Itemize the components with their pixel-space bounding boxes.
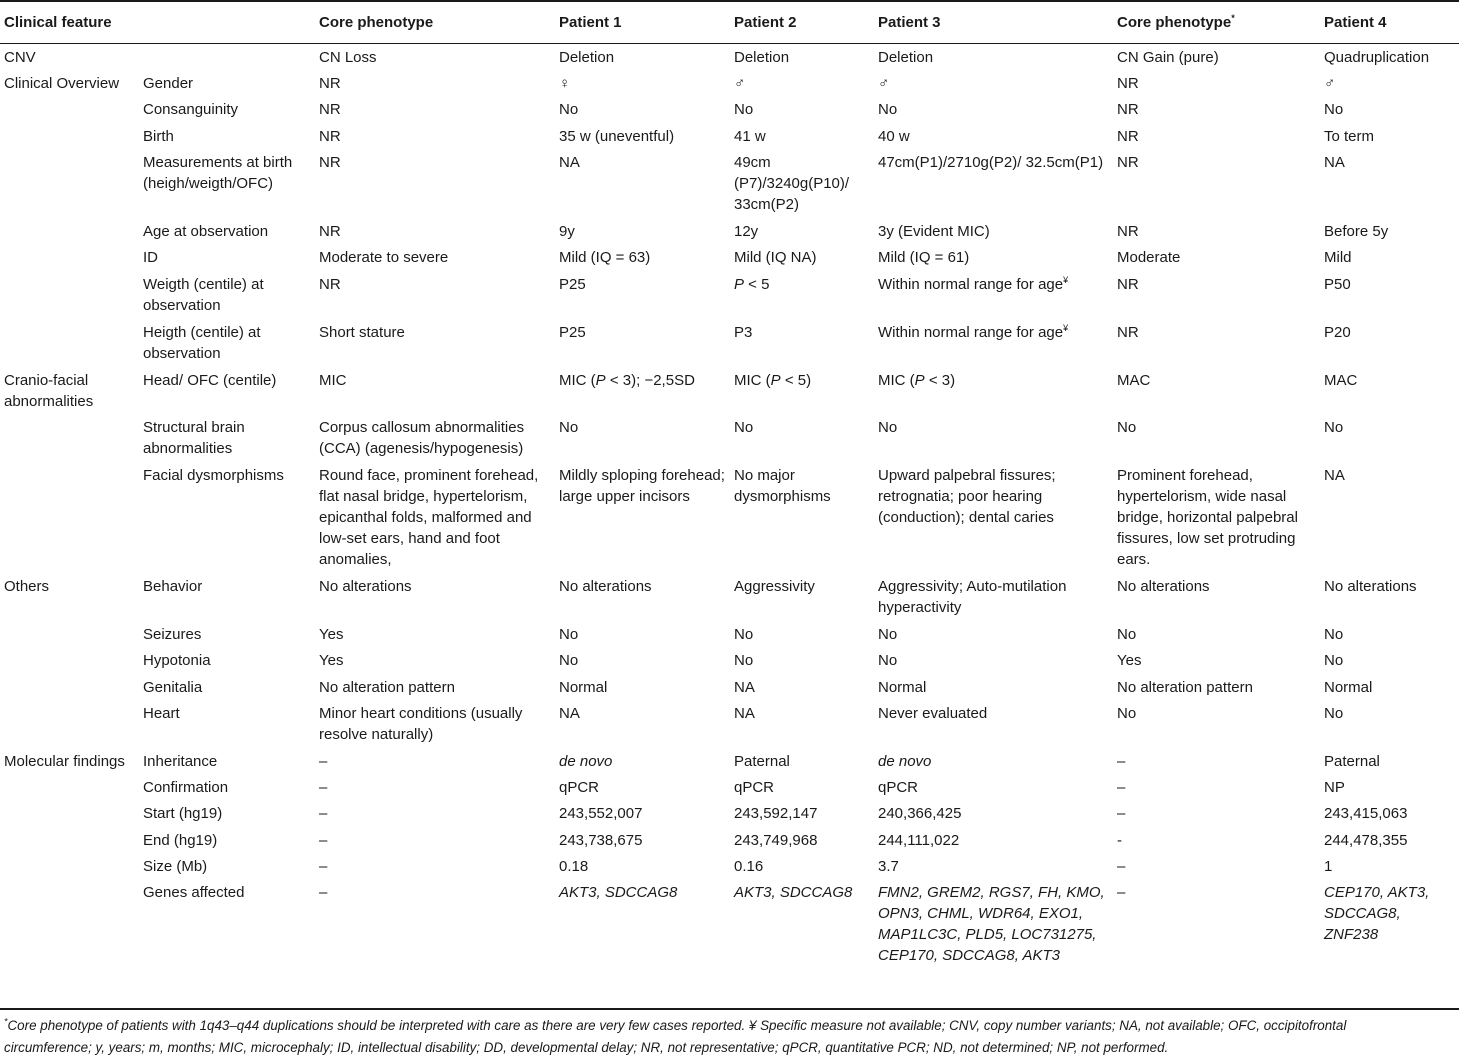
table-cell: 0.16 — [734, 858, 764, 875]
row-feature-label: Genitalia — [143, 679, 203, 696]
row-feature-label: Weigth (centile) at observation — [143, 276, 264, 314]
table-row — [0, 69, 1459, 95]
table-cell: NR — [1117, 276, 1139, 293]
row-feature-label: End (hg19) — [143, 832, 218, 849]
table-cell: – — [1117, 858, 1126, 875]
table-cell: NA — [734, 705, 755, 722]
table-cell: NR — [1117, 101, 1139, 118]
table-row — [0, 148, 1459, 217]
table-cell: 12y — [734, 223, 759, 240]
row-group-label — [0, 673, 143, 699]
table-cell: No alteration pattern — [319, 679, 455, 696]
row-group-label — [0, 413, 143, 461]
row-group-label — [0, 852, 143, 878]
table-cell: 49cm (P7)/3240g(P10)/ 33cm(P2) — [734, 154, 850, 213]
table-cell: No — [559, 419, 579, 436]
row-feature-label: Hypotonia — [143, 652, 211, 669]
table-cell: Mild (IQ NA) — [734, 249, 817, 266]
clinical-table — [0, 2, 1459, 989]
table-cell: No — [1117, 626, 1137, 643]
row-feature-label: Genes affected — [143, 884, 245, 901]
row-group-label — [0, 148, 143, 217]
table-cell: 244,478,355 — [1324, 832, 1408, 849]
row-group-label — [0, 773, 143, 799]
table-cell: Within normal range for age¥ — [878, 323, 1069, 341]
table-cell: NR — [319, 223, 341, 240]
table-cell: NR — [319, 154, 341, 171]
table-row — [0, 461, 1459, 572]
table-cell: Never evaluated — [878, 705, 988, 722]
table-cell: NR — [1117, 324, 1139, 341]
table-cell: No — [878, 626, 898, 643]
row-group-label — [0, 646, 143, 673]
table-cell: – — [319, 779, 328, 796]
table-row — [0, 270, 1459, 318]
table-cell: P50 — [1324, 276, 1351, 293]
row-feature-label: Inheritance — [143, 753, 218, 770]
table-cell: FMN2, GREM2, RGS7, FH, KMO, OPN3, CHML, WDR64, EXO1, MAP1LC3C, PLD5, LOC731275, CEP170, SDCCAG8, AKT3 — [878, 884, 1105, 964]
table-cell: MIC (P < 3); −2,5SD — [559, 372, 695, 389]
table-row — [0, 646, 1459, 673]
table-row — [0, 673, 1459, 699]
table-cell: CN Gain (pure) — [1117, 49, 1219, 66]
table-cell: Paternal — [734, 753, 790, 770]
table-row — [0, 122, 1459, 148]
table-cell: 3.7 — [878, 858, 899, 875]
table-cell: NR — [1117, 75, 1139, 92]
table-cell: No — [734, 652, 754, 669]
table-cell: Yes — [1117, 652, 1142, 669]
footnote-text-1: Core phenotype of patients with 1q43–q44 duplications should be interpreted with care as there are very few cases reported. ¥ Specific measure not available; CNV, copy number variants; NA, not available; OFC, occipitofrontal — [7, 1018, 1347, 1033]
row-feature-label: Heigth (centile) at observation — [143, 324, 261, 362]
table-row — [0, 852, 1459, 878]
table-cell: No — [734, 626, 754, 643]
table-cell: No — [878, 101, 898, 118]
table-cell: No — [559, 652, 579, 669]
table-cell: NA — [1324, 154, 1345, 171]
table-cell: MAC — [1117, 372, 1151, 389]
table-row — [0, 826, 1459, 852]
table-cell: ♂ — [734, 75, 746, 92]
table-cell: ♂ — [878, 75, 890, 92]
table-cell: P20 — [1324, 324, 1351, 341]
row-feature-label: ID — [143, 249, 158, 266]
row-feature-label: Size (Mb) — [143, 858, 208, 875]
table-cell: Moderate to severe — [319, 249, 449, 266]
table-footnote — [4, 1015, 1454, 1059]
header-cell: Patient 4 — [1324, 14, 1387, 31]
table-cell: – — [1117, 753, 1126, 770]
row-feature-label: Age at observation — [143, 223, 269, 240]
table-cell: No alterations — [1117, 578, 1210, 595]
row-feature-label: Structural brain abnormalities — [143, 419, 245, 457]
row-feature-label: Behavior — [143, 578, 203, 595]
table-row — [0, 620, 1459, 646]
row-feature-label: Confirmation — [143, 779, 229, 796]
row-group-label — [0, 217, 143, 243]
table-body — [0, 43, 1459, 989]
table-cell: Round face, prominent forehead, flat nasal bridge, hypertelorism, epicanthal folds, malformed and low-set ears, hand and foot anomalies, — [319, 467, 539, 568]
table-cell: - — [1117, 832, 1122, 849]
table-cell: Mild (IQ = 63) — [559, 249, 651, 266]
table-cell: Within normal range for age¥ — [878, 275, 1069, 293]
table-cell: qPCR — [878, 779, 919, 796]
table-cell: NR — [319, 128, 341, 145]
table-cell: No — [1324, 101, 1344, 118]
row-group-label — [0, 799, 143, 826]
table-cell: No — [559, 101, 579, 118]
row-group-label — [0, 318, 143, 366]
table-cell: 9y — [559, 223, 575, 240]
table-cell: 3y (Evident MIC) — [878, 223, 990, 240]
header-cell: Patient 3 — [878, 14, 941, 31]
table-row — [0, 747, 1459, 773]
row-feature-label — [143, 43, 319, 69]
table-row — [0, 95, 1459, 122]
table-row — [0, 318, 1459, 366]
table-cell: – — [319, 753, 328, 770]
row-feature-label: Facial dysmorphisms — [143, 467, 284, 484]
table-cell: No alterations — [1324, 578, 1417, 595]
table-cell: Mild — [1324, 249, 1352, 266]
table-cell: Prominent forehead, hypertelorism, wide nasal bridge, horizontal palpebral fissures, low set protruding ears. — [1117, 467, 1298, 568]
table-cell: Normal — [878, 679, 927, 696]
table-cell: NR — [1117, 128, 1139, 145]
row-feature-label: Start (hg19) — [143, 805, 223, 822]
table-cell: Deletion — [878, 49, 934, 66]
table-cell: No — [1324, 419, 1344, 436]
table-cell: MIC (P < 3) — [878, 372, 956, 389]
table-cell: To term — [1324, 128, 1375, 145]
table-cell: qPCR — [734, 779, 775, 796]
table-cell: NA — [734, 679, 755, 696]
table-cell: qPCR — [559, 779, 600, 796]
row-group-label — [0, 270, 143, 318]
footnote-mark: * — [4, 1016, 8, 1027]
table-row — [0, 366, 1459, 413]
footnote-line-1 — [4, 1015, 1454, 1037]
table-cell: NR — [319, 101, 341, 118]
table-cell: – — [1117, 805, 1126, 822]
table-cell: No — [1324, 626, 1344, 643]
table-cell: NA — [559, 154, 580, 171]
table-cell: Deletion — [559, 49, 615, 66]
row-group-label: Cranio-facial abnormalities — [4, 372, 94, 410]
table-cell: No — [1117, 705, 1137, 722]
table-cell: MIC (P < 5) — [734, 372, 812, 389]
header-cell — [143, 2, 319, 43]
table-cell: No — [734, 419, 754, 436]
table-cell: Corpus callosum abnormalities (CCA) (agenesis/hypogenesis) — [319, 419, 525, 457]
row-feature-label: Seizures — [143, 626, 202, 643]
table-cell: de novo — [559, 753, 613, 770]
table-row — [0, 413, 1459, 461]
table-cell: Before 5y — [1324, 223, 1389, 240]
table-cell: No alteration pattern — [1117, 679, 1253, 696]
table-cell: – — [319, 832, 328, 849]
table-cell: Normal — [559, 679, 608, 696]
table-cell: No alterations — [319, 578, 412, 595]
table-cell: P3 — [734, 324, 753, 341]
table-cell: No alterations — [559, 578, 652, 595]
table-row — [0, 699, 1459, 747]
table-cell: – — [1117, 779, 1126, 796]
row-group-label — [0, 620, 143, 646]
row-feature-label: Heart — [143, 705, 180, 722]
table-cell: 244,111,022 — [878, 832, 960, 849]
row-group-label — [0, 122, 143, 148]
row-group-label: Molecular findings — [4, 753, 125, 770]
table-cell: MAC — [1324, 372, 1358, 389]
table-cell: Moderate — [1117, 249, 1181, 266]
table-cell: Mild (IQ = 61) — [878, 249, 970, 266]
table-cell: MIC — [319, 372, 347, 389]
table-cell: 240,366,425 — [878, 805, 962, 822]
table-cell: 1 — [1324, 858, 1333, 875]
row-group-label: CNV — [4, 49, 36, 66]
table-cell: 243,552,007 — [559, 805, 643, 822]
table-cell: CEP170, AKT3, SDCCAG8, ZNF238 — [1324, 884, 1430, 943]
table-cell: Deletion — [734, 49, 790, 66]
footnote-line-2: circumference; y, years; m, months; MIC, microcephaly; ID, intellectual disability; DD, developmental delay; NR, not representative; qPCR, quantitative PCR; ND, not determined; NP, not performed. — [4, 1040, 1169, 1055]
table-cell: No — [734, 101, 754, 118]
table-cell: Paternal — [1324, 753, 1380, 770]
table-cell: No — [1324, 652, 1344, 669]
table-cell: 40 w — [878, 128, 910, 145]
table-cell: NR — [1117, 223, 1139, 240]
row-group-label — [0, 243, 143, 270]
table-cell: No — [1324, 705, 1344, 722]
row-group-label — [0, 699, 143, 747]
row-feature-label: Head/ OFC (centile) — [143, 372, 277, 389]
table-cell: 243,415,063 — [1324, 805, 1408, 822]
table-row — [0, 799, 1459, 826]
table-cell: – — [319, 858, 328, 875]
table-cell: Yes — [319, 652, 344, 669]
table-cell: P < 5 — [734, 276, 770, 293]
table-cell: P25 — [559, 276, 586, 293]
header-cell: Core phenotype — [319, 14, 434, 31]
row-feature-label: Consanguinity — [143, 101, 239, 118]
header-cell: Patient 2 — [734, 14, 797, 31]
header-cell: Clinical feature — [4, 14, 112, 31]
table-cell: – — [319, 805, 328, 822]
table-cell: – — [1117, 884, 1126, 901]
table-cell: 41 w — [734, 128, 766, 145]
table-cell: NP — [1324, 779, 1345, 796]
table-bottom-rule — [0, 1008, 1459, 1010]
table-cell: de novo — [878, 753, 932, 770]
table-cell: No — [878, 419, 898, 436]
row-group-label: Clinical Overview — [4, 75, 120, 92]
table-cell: 243,738,675 — [559, 832, 643, 849]
table-cell: Short stature — [319, 324, 405, 341]
table-header-row — [0, 2, 1459, 43]
table-cell: NR — [319, 75, 341, 92]
header-footnote-mark: * — [1231, 13, 1235, 23]
table-cell: NA — [1324, 467, 1345, 484]
table-cell: NA — [559, 705, 580, 722]
table-cell: Quadruplication — [1324, 49, 1430, 66]
table-cell: – — [319, 884, 328, 901]
table-cell: 47cm(P1)/2710g(P2)/ 32.5cm(P1) — [878, 154, 1104, 171]
table-cell: CN Loss — [319, 49, 377, 66]
table-row — [0, 878, 1459, 989]
table-cell: No — [1117, 419, 1137, 436]
table-cell: ♂ — [1324, 75, 1336, 92]
table-cell: Normal — [1324, 679, 1373, 696]
table-row — [0, 572, 1459, 620]
row-feature-label: Gender — [143, 75, 194, 92]
header-cell: Patient 1 — [559, 14, 622, 31]
table-row — [0, 43, 1459, 69]
table-cell: NR — [1117, 154, 1139, 171]
row-group-label — [0, 461, 143, 572]
table-cell: Yes — [319, 626, 344, 643]
row-group-label — [0, 878, 143, 989]
row-group-label: Others — [4, 578, 50, 595]
table-cell: 35 w (uneventful) — [559, 128, 675, 145]
header-cell: Core phenotype* — [1117, 13, 1235, 31]
row-group-label — [0, 95, 143, 122]
table-row — [0, 773, 1459, 799]
table-cell: No major dysmorphisms — [734, 467, 831, 505]
table-cell: Aggressivity — [734, 578, 815, 595]
row-feature-label: Measurements at birth (heigh/weigth/OFC) — [143, 154, 293, 192]
table-cell: P25 — [559, 324, 586, 341]
table-cell: ♀ — [559, 75, 571, 92]
table-cell: Aggressivity; Auto-mutilation hyperactivity — [878, 578, 1067, 616]
table-cell: AKT3, SDCCAG8 — [559, 884, 678, 901]
table-cell: Upward palpebral fissures; retrognatia; poor hearing (conduction); dental caries — [878, 467, 1056, 526]
table-cell: 0.18 — [559, 858, 589, 875]
table-cell: Minor heart conditions (usually resolve naturally) — [319, 705, 523, 743]
row-group-label — [0, 826, 143, 852]
table-row — [0, 217, 1459, 243]
table-cell: AKT3, SDCCAG8 — [734, 884, 853, 901]
table-cell: Mildly sploping forehead; large upper incisors — [559, 467, 725, 505]
table-cell: 243,749,968 — [734, 832, 818, 849]
table-cell: No — [878, 652, 898, 669]
table-cell: NR — [319, 276, 341, 293]
table-row — [0, 243, 1459, 270]
row-feature-label: Birth — [143, 128, 174, 145]
table-cell: 243,592,147 — [734, 805, 818, 822]
table-cell: No — [559, 626, 579, 643]
